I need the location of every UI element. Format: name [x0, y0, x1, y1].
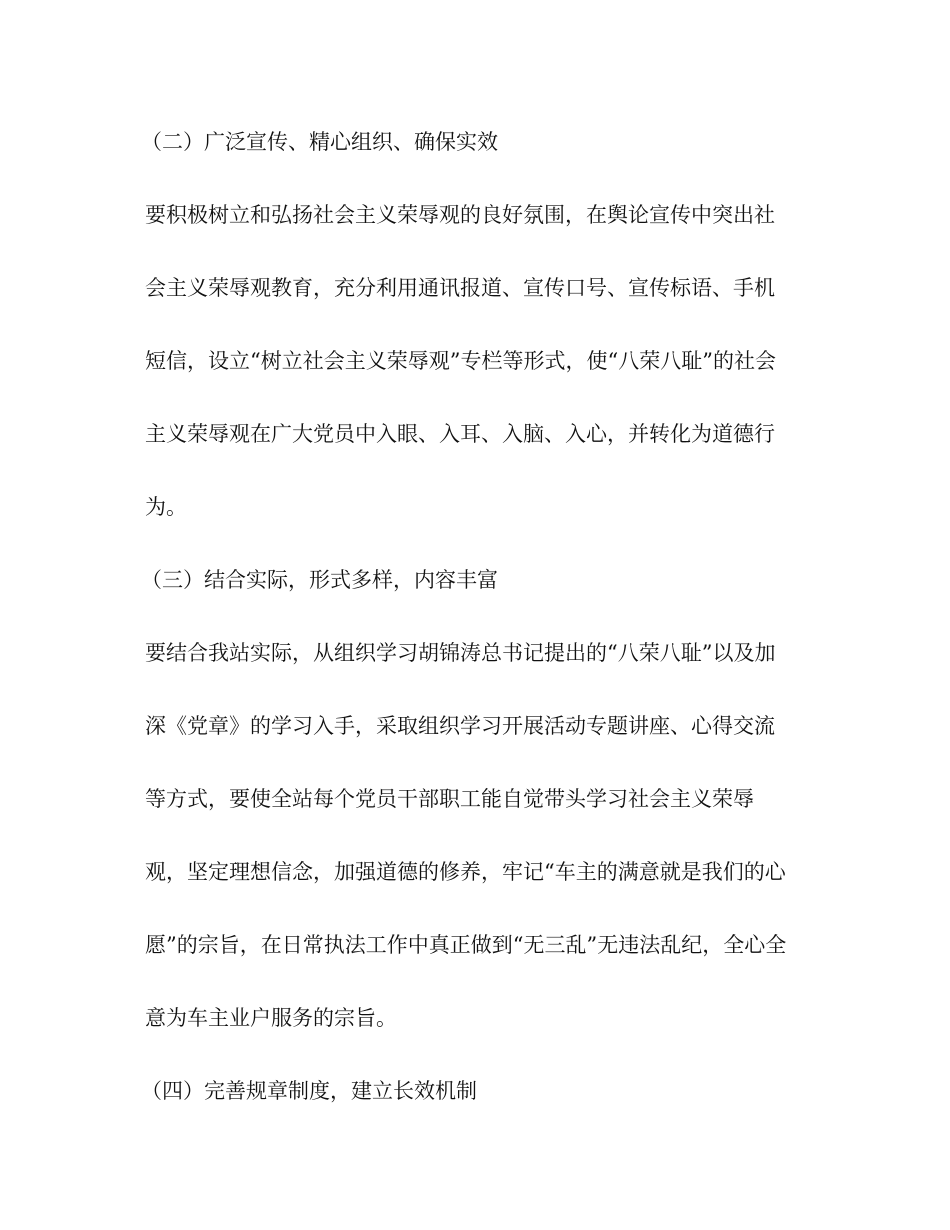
paragraph-line: 愿”的宗旨，在日常执法工作中真正做到“无三乱”无违法乱纪，全心全 [145, 933, 787, 957]
section-heading-4: （四）完善规章制度，建立长效机制 [141, 1079, 477, 1103]
section-heading-2: （二）广泛宣传、精心组织、确保实效 [141, 130, 498, 154]
document-body [141, 118, 810, 1140]
paragraph-line: 等方式，要使全站每个党员干部职工能自觉带头学习社会主义荣辱 [145, 787, 754, 811]
paragraph-line: 会主义荣辱观教育，充分利用通讯报道、宣传口号、宣传标语、手机 [145, 276, 775, 300]
paragraph-line: 主义荣辱观在广大党员中入眼、入耳、入脑、入心，并转化为道德行 [145, 422, 775, 446]
paragraph-line: 要积极树立和弘扬社会主义荣辱观的良好氛围，在舆论宣传中突出社 [145, 203, 775, 227]
paragraph-line: 观，坚定理想信念，加强道德的修养，牢记“车主的满意就是我们的心 [145, 860, 786, 884]
paragraph-line: 意为车主业户服务的宗旨。 [145, 1006, 397, 1030]
paragraph-line: 要结合我站实际，从组织学习胡锦涛总书记提出的“八荣八耻”以及加 [145, 641, 776, 665]
paragraph-line: 为。 [145, 495, 187, 519]
paragraph-line: 深《党章》的学习入手，采取组织学习开展活动专题讲座、心得交流 [145, 714, 775, 738]
section-heading-3: （三）结合实际，形式多样，内容丰富 [141, 568, 498, 592]
paragraph-line: 短信，设立“树立社会主义荣辱观”专栏等形式，使“八荣八耻”的社会 [145, 349, 776, 373]
